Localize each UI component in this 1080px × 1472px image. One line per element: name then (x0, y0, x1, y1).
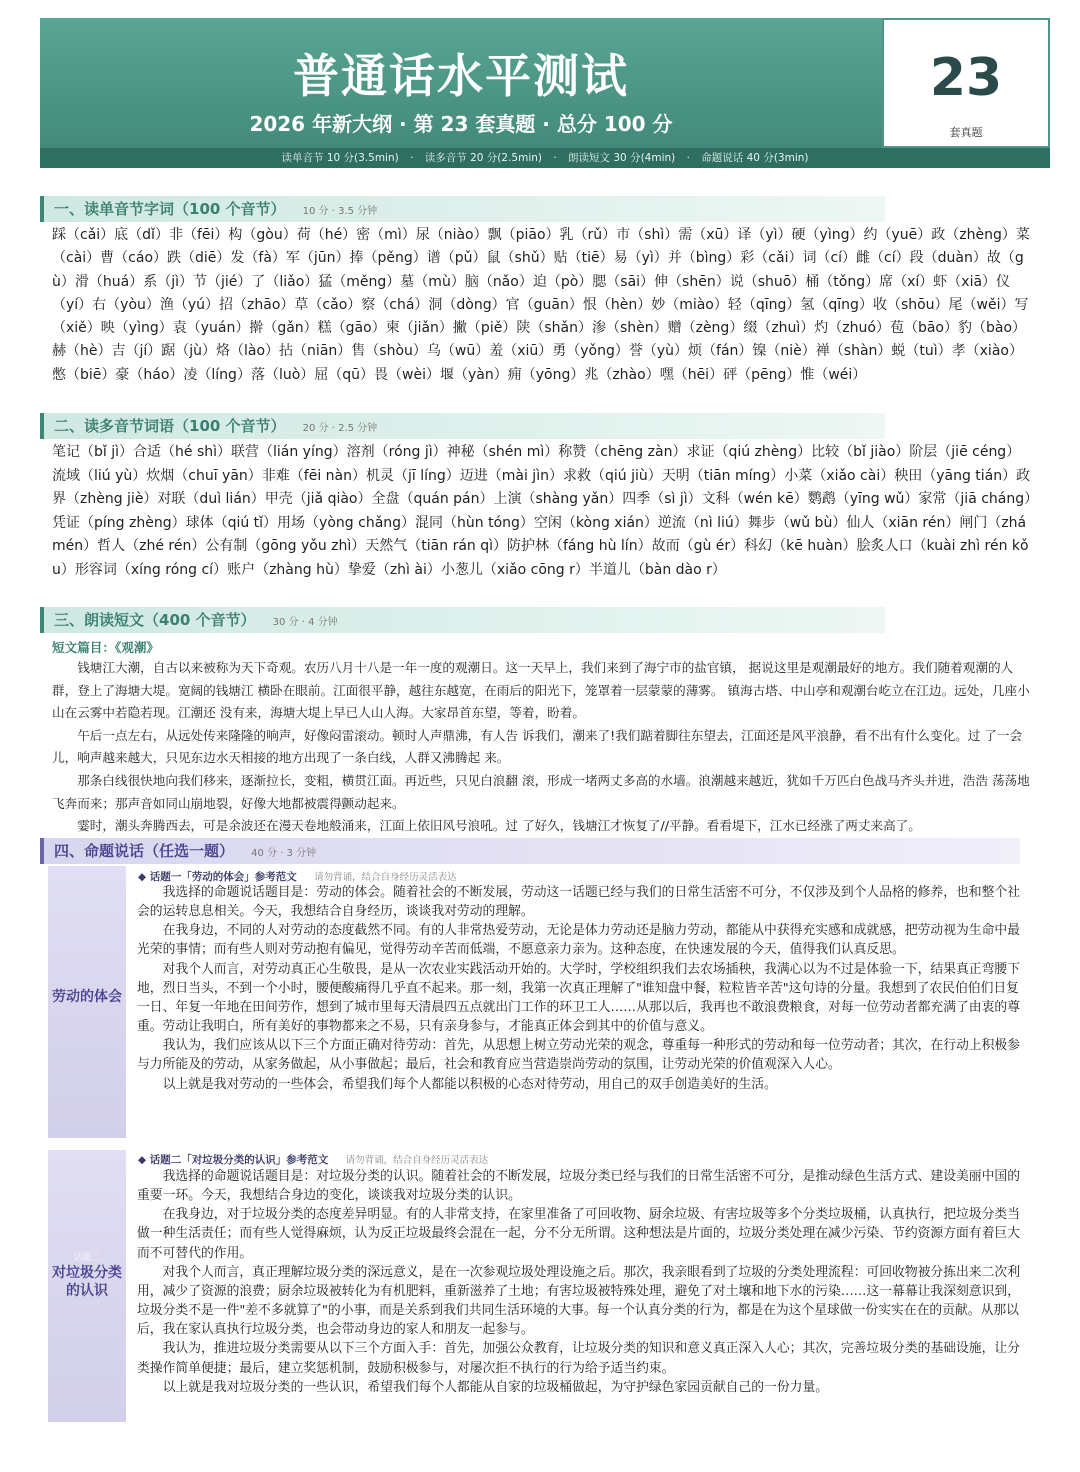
score-summary-strip (40, 148, 1050, 168)
passage-paragraph: 钱塘江大潮，自古以来被称为天下奇观。农历八月十八是一年一度的观潮日。这一天早上，我们来到了海宁市的盐官镇， 据说这里是观潮最好的地方。我们随着观潮的人群，登上了海塘大堤。宽阔的钱塘江 横卧在眼前。江面很平静，越往东越宽，在雨后的阳光下，笼罩着一层蒙蒙的薄雾。 镇海古塔、中山亭和观潮台屹立在江边。远处，几座小山在云雾中若隐若现。江潮还 没有来，海塘大堤上早已人山人海。大家昂首东望，等着，盼着。 (52, 660, 1030, 721)
set-number-badge (882, 18, 1050, 148)
essay-paragraph: 在我身边，不同的人对劳动的态度截然不同。有的人非常热爱劳动，无论是体力劳动还是脑力劳动，都能从中获得充实感和成就感，把劳动视为生命中最光荣的事情；而有些人则对劳动抱有偏见，觉得劳动辛苦而低端，不愿意亲力亲为。这种态度，在快速发展的今天，值得我们认真反思。 (137, 923, 1020, 958)
topic-1-heading-title: ◆ 话题一「劳动的体会」参考范文 (138, 871, 297, 883)
essay-paragraph: 在我身边，对于垃圾分类的态度差异明显。有的人非常支持，在家里准备了可回收物、厨余垃圾、有害垃圾等多个分类垃圾桶，认真执行，把垃圾分类当做一种生活责任；而有些人觉得麻烦，认为反正垃圾最终会混在一起，分不分无所谓。这种想法是片面的，垃圾分类处理在减少污染、节约资源方面有着巨大而不可替代的作用。 (137, 1207, 1020, 1261)
passage-title: 短文篇目：《观潮》 (52, 640, 160, 655)
topic-2-essay (137, 1167, 1025, 1397)
section-4-title: 四、命题说话（任选一题） (54, 842, 235, 860)
topic-2-side-label: 对垃圾分类的认识 (52, 1265, 122, 1299)
topic-1-essay (137, 883, 1025, 1094)
essay-paragraph: 我认为，推进垃圾分类需要从以下三个方面入手：首先，加强公众教育，让垃圾分类的知识和意义真正深入人心；其次，完善垃圾分类的基础设施，让分类操作简单便捷；最后，建立奖惩机制，鼓励积极参与，对屡次拒不执行的行为给予适当约束。 (137, 1341, 1020, 1376)
section-2-words: 笔记（bǐ jì）合适（hé shì）联营（lián yíng）溶剂（róng jì）神秘（shén mì）称赞（chēng zàn）求证（qiú zhèng）比较（bǐ jiào）阶层（jiē céng）流域（liú yù）炊烟（chuī yān）非难（fēi nàn）机灵（jī líng）迈进（mài jìn）求救（qiú jiù）天明（tiān míng）小菜（xiǎo cài）秧田（yāng tián）政界（zhèng jiè）对联（duì lián）甲壳（jiǎ qiào）全盘（quán pán）上演（shàng yǎn）四季（sì jì）文科（wén kē）鹦鹉（yīng wǔ）家常（jiā cháng）凭证（píng zhèng）球体（qiú tǐ）用场（yòng chǎng）混同（hùn tóng）空闲（kòng xián）逆流（nì liú）舞步（wǔ bù）仙人（xiān rén）闸门（zhá mén）哲人（zhé rén）公有制（gōng yǒu zhì）天然气（tiān rán qì）防护林（fáng hù lín）故而（gù ér）科幻（kē huàn）脍炙人口（kuài zhì rén kǒu）形容词（xíng róng cí）账户（zhàng hù）挚爱（zhì ài）小葱儿（xiǎo cōng r）半道儿（bàn dào r） (52, 444, 1032, 578)
essay-paragraph: 以上就是我对垃圾分类的一些认识，希望我们每个人都能从自家的垃圾桶做起，为守护绿色家园贡献自己的一份力量。 (162, 1379, 829, 1395)
topic-1-heading (138, 869, 457, 884)
section-1-header (40, 196, 885, 222)
strip-separator: · (410, 152, 414, 164)
topic-1-sidebar (48, 866, 126, 1138)
essay-paragraph: 对我个人而言，对劳动真正心生敬畏，是从一次农业实践活动开始的。大学时，学校组织我们去农场插秧，我满心以为不过是体验一下，结果真正弯腰下地，烈日当头，不到一个小时，腰便酸痛得几乎直不起来。那一刻，我第一次真正理解了"谁知盘中餐，粒粒皆辛苦"这句诗的分量。我想到了农民伯伯们日复一日、年复一年地在田间劳作，想到了城市里每天清晨四五点就出门工作的环卫工人……从那以后，我再也不敢浪费粮食，对每一位劳动者都充满了由衷的尊重。劳动让我明白，所有美好的事物都来之不易，只有亲身参与，才能真正体会到其中的价值与意义。 (137, 961, 1020, 1035)
page-title: 普通话水平测试 (293, 49, 629, 103)
essay-paragraph: 我选择的命题说话题目是：劳动的体会。随着社会的不断发展，劳动这一话题已经与我们的日常生活密不可分，不仅涉及到个人品格的修养，也和整个社会的运转息息相关。今天，我想结合自身经历，谈谈我对劳动的理解。 (137, 885, 1020, 920)
reading-passage (52, 657, 1030, 838)
strip-item: 读单音节 10 分(3.5min) (281, 152, 399, 164)
strip-item: 命题说话 40 分(3min) (701, 152, 809, 164)
essay-paragraph: 以上就是我对劳动的一些体会，希望我们每个人都能以积极的心态对待劳动，用自己的双手创造美好的生活。 (162, 1076, 777, 1092)
topic-2-sidebar (48, 1150, 126, 1422)
strip-item: 读多音节 20 分(2.5min) (424, 152, 542, 164)
section-1-meta: 10 分 · 3.5 分钟 (302, 206, 378, 217)
section-3-header (40, 607, 885, 633)
section-2-title: 二、读多音节词语（100 个音节） (54, 417, 286, 435)
section-4-meta: 40 分 · 3 分钟 (251, 848, 317, 859)
passage-paragraph: 那条白线很快地向我们移来，逐渐拉长，变粗，横贯江面。再近些，只见白浪翻 滚，形成一堵两丈多高的水墙。浪潮越来越近，犹如千万匹白色战马齐头并进，浩浩 荡荡地飞奔而来；那声音如同山崩地裂，好像大地都被震得颤动起来。 (52, 772, 1030, 811)
passage-paragraph: 霎时，潮头奔腾西去，可是余波还在漫天卷地般涌来，江面上依旧风号浪吼。过 了好久，钱塘江才恢复了//平静。看看堤下，江水已经涨了两丈来高了。 (77, 818, 921, 834)
strip-separator: · (686, 152, 690, 164)
page-subtitle: 2026 年新大纲 · 第 23 套真题 · 总分 100 分 (249, 112, 673, 136)
section-1-syllables: 踩（cǎi）底（dǐ）非（fēi）构（gòu）荷（hé）密（mì）尿（niào）飘（piāo）乳（rǔ）市（shì）需（xū）译（yì）硬（yìng）约（yuē）政（zhèng）菜（cài）曹（cáo）跌（diē）发（fà）军（jūn）捧（pěng）谱（pǔ）鼠（shǔ）贴（tiē）易（yì）并（bìng）彩（cǎi）词（cí）雌（cí）段（duàn）故（gù）滑（huá）系（jì）节（jié）了（liǎo）猛（měng）墓（mù）脑（nǎo）迫（pò）腮（sāi）伸（shēn）说（shuō）桶（tǒng）席（xí）虾（xiā）仪（yí）右（yòu）渔（yú）招（zhāo）草（cǎo）察（chá）洞（dòng）官（guān）恨（hèn）妙（miào）轻（qīng）氢（qīng）收（shōu）尾（wěi）写（xiě）映（yìng）袁（yuán）擀（gǎn）糕（gāo）柬（jiǎn）撇（piě）陕（shǎn）渗（shèn）赠（zèng）缀（zhuì）灼（zhuó）苞（bāo）豹（bào）赫（hè）吉（jí）踞（jù）烙（lào）拈（niān）售（shòu）乌（wū）羞（xiū）勇（yǒng）誉（yù）烦（fán）镍（niè）禅（shàn）蜕（tuì）孝（xiào）憋（biē）豪（háo）凌（líng）落（luò）屈（qū）畏（wèi）堰（yàn）痈（yōng）兆（zhào）嘿（hēi）砰（pēng）惟（wéi） (52, 227, 1030, 383)
essay-paragraph: 我选择的命题说话题目是：对垃圾分类的认识。随着社会的不断发展，垃圾分类已经与我们的日常生活密不可分，是推动绿色生活方式、建设美丽中国的重要一环。今天，我想结合身边的变化，谈谈我对垃圾分类的认识。 (137, 1169, 1020, 1204)
page-header (40, 18, 1050, 168)
topic-1-side-label: 劳动的体会 (52, 989, 122, 1005)
strip-separator: · (553, 152, 557, 164)
section-2-header (40, 413, 885, 439)
topic-2-note: 请勿背诵，结合自身经历灵活表达 (345, 1155, 489, 1166)
section-2-meta: 20 分 · 2.5 分钟 (302, 423, 378, 434)
topic-2-side-faint: 话题二 (73, 1253, 101, 1263)
essay-paragraph: 我认为，我们应该从以下三个方面正确对待劳动：首先，从思想上树立劳动光荣的观念，尊重每一种形式的劳动和每一位劳动者；其次，在行动上积极参与力所能及的劳动，从家务做起，从小事做起；最后，社会和教育应当营造崇尚劳动的氛围，让劳动光荣的价值观深入人心。 (137, 1038, 1020, 1073)
passage-paragraph: 午后一点左右，从远处传来隆隆的响声，好像闷雷滚动。顿时人声鼎沸，有人告 诉我们，潮来了!我们踮着脚往东望去，江面还是风平浪静，看不出有什么变化。过 了一会儿，响声越来越大，只见东边水天相接的地方出现了一条白线，人群又沸腾起 来。 (52, 727, 1023, 766)
strip-item: 朗读短文 30 分(4min) (568, 152, 676, 164)
header-banner (40, 18, 882, 168)
section-1-title: 一、读单音节字词（100 个音节） (54, 200, 286, 218)
essay-paragraph: 对我个人而言，真正理解垃圾分类的深远意义，是在一次参观垃圾处理设施之后。那次，我亲眼看到了垃圾的分类处理流程：可回收物被分拣出来二次利用，减少了资源的浪费；厨余垃圾被转化为有机肥料，重新滋养了土地；有害垃圾被特殊处理，避免了对土壤和地下水的污染……这一幕幕让我深刻意识到，垃圾分类不是一件"差不多就算了"的小事，而是关系到我们共同生活环境的大事。每一个认真分类的行为，都是在为这个星球做一份实实在在的贡献。从那以后，我在家认真执行垃圾分类，也会带动身边的家人和朋友一起参与。 (137, 1264, 1020, 1338)
section-4-header (40, 838, 1020, 864)
topic-2-heading (138, 1152, 488, 1167)
badge-number: 23 (929, 48, 1003, 108)
badge-label: 套真题 (949, 126, 983, 139)
section-3-title: 三、朗读短文（400 个音节） (54, 611, 256, 629)
section-3-meta: 30 分 · 4 分钟 (272, 617, 338, 628)
topic-2-heading-title: ◆ 话题二「对垃圾分类的认识」参考范文 (138, 1154, 329, 1166)
topic-1-note: 请勿背诵，结合自身经历灵活表达 (314, 872, 457, 883)
